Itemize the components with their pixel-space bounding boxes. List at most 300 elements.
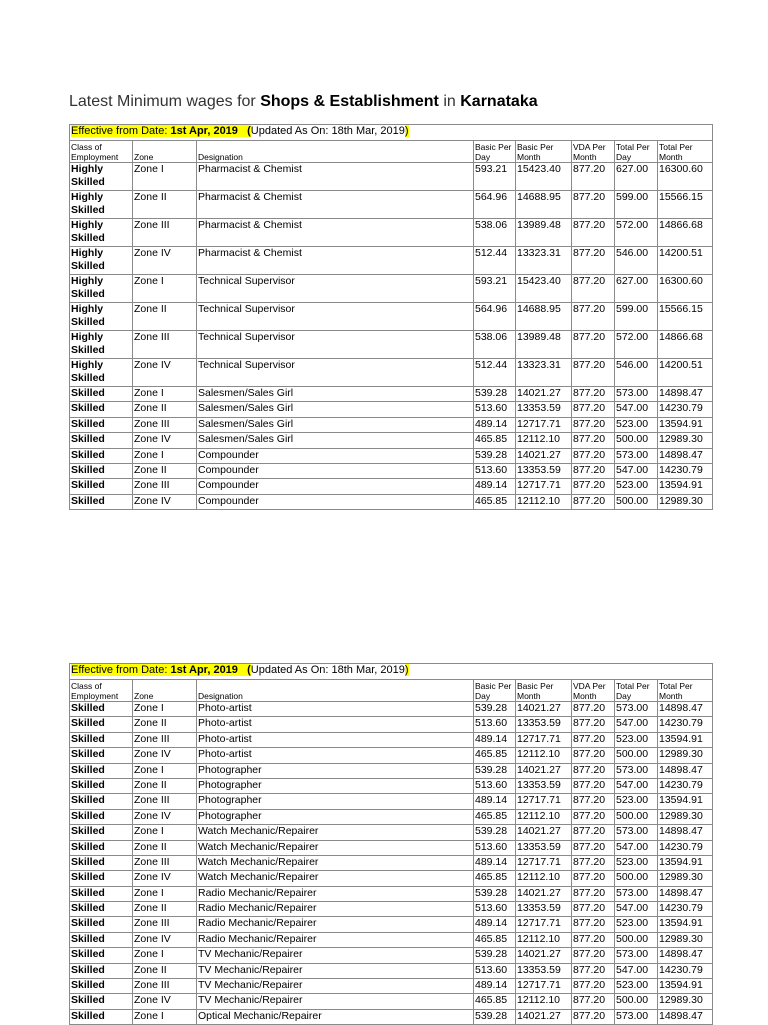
- basic-per-day-cell: 513.60: [474, 717, 516, 732]
- basic-per-day-cell: 465.85: [474, 809, 516, 824]
- vda-per-month-cell: 877.20: [572, 917, 615, 932]
- class-cell: Highly Skilled: [70, 219, 133, 247]
- designation-cell: Radio Mechanic/Repairer: [197, 886, 474, 901]
- class-cell: Skilled: [70, 917, 133, 932]
- class-cell: Skilled: [70, 932, 133, 947]
- class-cell: Skilled: [70, 1009, 133, 1024]
- column-header: Total Per Day: [615, 141, 658, 163]
- zone-cell: Zone III: [133, 917, 197, 932]
- designation-cell: Radio Mechanic/Repairer: [197, 902, 474, 917]
- class-cell: Skilled: [70, 494, 133, 509]
- vda-per-month-cell: 877.20: [572, 932, 615, 947]
- basic-per-day-cell: 593.21: [474, 275, 516, 303]
- total-per-day-cell: 500.00: [615, 433, 658, 448]
- vda-per-month-cell: 877.20: [572, 979, 615, 994]
- zone-cell: Zone I: [133, 763, 197, 778]
- class-cell: Highly Skilled: [70, 331, 133, 359]
- basic-per-day-cell: 539.28: [474, 702, 516, 717]
- class-cell: Skilled: [70, 963, 133, 978]
- zone-cell: Zone IV: [133, 809, 197, 824]
- basic-per-day-cell: 564.96: [474, 303, 516, 331]
- table-row: [70, 948, 713, 963]
- total-per-day-cell: 573.00: [615, 825, 658, 840]
- designation-cell: TV Mechanic/Repairer: [197, 963, 474, 978]
- total-per-day-cell: 547.00: [615, 717, 658, 732]
- zone-cell: Zone I: [133, 948, 197, 963]
- table-row: [70, 994, 713, 1009]
- class-cell: Skilled: [70, 732, 133, 747]
- class-cell: Skilled: [70, 994, 133, 1009]
- total-per-day-cell: 547.00: [615, 402, 658, 417]
- designation-cell: Salesmen/Sales Girl: [197, 433, 474, 448]
- vda-per-month-cell: 877.20: [572, 387, 615, 402]
- basic-per-month-cell: 14021.27: [516, 702, 572, 717]
- table-row: [70, 794, 713, 809]
- table-row: [70, 871, 713, 886]
- vda-per-month-cell: 877.20: [572, 871, 615, 886]
- page-title: [69, 93, 538, 111]
- total-per-day-cell: 547.00: [615, 778, 658, 793]
- column-header: Total Per Month: [658, 141, 713, 163]
- total-per-day-cell: 546.00: [615, 247, 658, 275]
- effective-date: 1st Apr, 2019: [170, 664, 238, 676]
- total-per-month-cell: 14898.47: [658, 948, 713, 963]
- table-row: [70, 275, 713, 303]
- vda-per-month-cell: 877.20: [572, 417, 615, 432]
- zone-cell: Zone IV: [133, 494, 197, 509]
- effective-label: Effective from Date:: [71, 125, 171, 137]
- basic-per-month-cell: 15423.40: [516, 163, 572, 191]
- column-header: VDA Per Month: [572, 141, 615, 163]
- designation-cell: Technical Supervisor: [197, 331, 474, 359]
- class-cell: Skilled: [70, 748, 133, 763]
- designation-cell: Watch Mechanic/Repairer: [197, 871, 474, 886]
- column-header: Basic Per Month: [516, 141, 572, 163]
- column-header: Zone: [133, 680, 197, 702]
- total-per-day-cell: 573.00: [615, 702, 658, 717]
- total-per-month-cell: 14898.47: [658, 448, 713, 463]
- basic-per-month-cell: 12717.71: [516, 917, 572, 932]
- vda-per-month-cell: 877.20: [572, 948, 615, 963]
- zone-cell: Zone IV: [133, 433, 197, 448]
- zone-cell: Zone II: [133, 463, 197, 478]
- total-per-month-cell: 14898.47: [658, 702, 713, 717]
- class-cell: Skilled: [70, 855, 133, 870]
- zone-cell: Zone II: [133, 963, 197, 978]
- class-cell: Skilled: [70, 809, 133, 824]
- class-cell: Skilled: [70, 402, 133, 417]
- zone-cell: Zone I: [133, 702, 197, 717]
- total-per-month-cell: 15566.15: [658, 303, 713, 331]
- designation-cell: Photo-artist: [197, 732, 474, 747]
- zone-cell: Zone II: [133, 840, 197, 855]
- total-per-month-cell: 14898.47: [658, 825, 713, 840]
- basic-per-day-cell: 539.28: [474, 825, 516, 840]
- total-per-month-cell: 13594.91: [658, 794, 713, 809]
- total-per-month-cell: 13594.91: [658, 917, 713, 932]
- basic-per-month-cell: 13989.48: [516, 219, 572, 247]
- class-cell: Skilled: [70, 717, 133, 732]
- zone-cell: Zone II: [133, 717, 197, 732]
- zone-cell: Zone III: [133, 979, 197, 994]
- designation-cell: Watch Mechanic/Repairer: [197, 840, 474, 855]
- class-cell: Skilled: [70, 387, 133, 402]
- column-header: Total Per Day: [615, 680, 658, 702]
- zone-cell: Zone IV: [133, 748, 197, 763]
- zone-cell: Zone III: [133, 732, 197, 747]
- vda-per-month-cell: 877.20: [572, 331, 615, 359]
- updated-close-paren: ): [404, 125, 409, 137]
- effective-date: 1st Apr, 2019: [170, 125, 238, 137]
- total-per-month-cell: 13594.91: [658, 855, 713, 870]
- designation-cell: Technical Supervisor: [197, 275, 474, 303]
- designation-cell: Radio Mechanic/Repairer: [197, 932, 474, 947]
- basic-per-day-cell: 512.44: [474, 359, 516, 387]
- class-cell: Skilled: [70, 433, 133, 448]
- vda-per-month-cell: 877.20: [572, 809, 615, 824]
- class-cell: Skilled: [70, 448, 133, 463]
- total-per-month-cell: 14866.68: [658, 219, 713, 247]
- designation-cell: Photographer: [197, 809, 474, 824]
- total-per-day-cell: 573.00: [615, 448, 658, 463]
- designation-cell: Pharmacist & Chemist: [197, 191, 474, 219]
- total-per-day-cell: 573.00: [615, 886, 658, 901]
- basic-per-day-cell: 539.28: [474, 448, 516, 463]
- table-row: [70, 748, 713, 763]
- vda-per-month-cell: 877.20: [572, 448, 615, 463]
- vda-per-month-cell: 877.20: [572, 994, 615, 1009]
- basic-per-month-cell: 12717.71: [516, 794, 572, 809]
- designation-cell: Salesmen/Sales Girl: [197, 417, 474, 432]
- total-per-day-cell: 547.00: [615, 902, 658, 917]
- zone-cell: Zone III: [133, 855, 197, 870]
- class-cell: Highly Skilled: [70, 163, 133, 191]
- total-per-month-cell: 14200.51: [658, 247, 713, 275]
- total-per-day-cell: 500.00: [615, 871, 658, 886]
- column-header: Class of Employment: [70, 141, 133, 163]
- vda-per-month-cell: 877.20: [572, 402, 615, 417]
- table-row: [70, 463, 713, 478]
- designation-cell: Watch Mechanic/Repairer: [197, 855, 474, 870]
- zone-cell: Zone I: [133, 886, 197, 901]
- basic-per-day-cell: 513.60: [474, 840, 516, 855]
- vda-per-month-cell: 877.20: [572, 359, 615, 387]
- basic-per-month-cell: 12112.10: [516, 994, 572, 1009]
- basic-per-month-cell: 13989.48: [516, 331, 572, 359]
- class-cell: Skilled: [70, 794, 133, 809]
- total-per-day-cell: 573.00: [615, 948, 658, 963]
- total-per-day-cell: 500.00: [615, 809, 658, 824]
- basic-per-month-cell: 12112.10: [516, 871, 572, 886]
- table-row: [70, 417, 713, 432]
- table-row: [70, 886, 713, 901]
- total-per-month-cell: 14866.68: [658, 331, 713, 359]
- total-per-month-cell: 16300.60: [658, 275, 713, 303]
- vda-per-month-cell: 877.20: [572, 778, 615, 793]
- basic-per-day-cell: 489.14: [474, 417, 516, 432]
- total-per-day-cell: 500.00: [615, 748, 658, 763]
- zone-cell: Zone IV: [133, 871, 197, 886]
- basic-per-month-cell: 12717.71: [516, 732, 572, 747]
- basic-per-month-cell: 14021.27: [516, 763, 572, 778]
- class-cell: Skilled: [70, 778, 133, 793]
- table-row: [70, 932, 713, 947]
- total-per-day-cell: 547.00: [615, 463, 658, 478]
- class-cell: Highly Skilled: [70, 247, 133, 275]
- total-per-day-cell: 627.00: [615, 163, 658, 191]
- basic-per-day-cell: 539.28: [474, 1009, 516, 1024]
- designation-cell: Compounder: [197, 448, 474, 463]
- vda-per-month-cell: 877.20: [572, 748, 615, 763]
- designation-cell: Compounder: [197, 479, 474, 494]
- updated-date: Updated As On: 18th Mar, 2019: [250, 664, 405, 676]
- zone-cell: Zone III: [133, 794, 197, 809]
- total-per-day-cell: 523.00: [615, 479, 658, 494]
- total-per-day-cell: 523.00: [615, 417, 658, 432]
- basic-per-month-cell: 13353.59: [516, 840, 572, 855]
- title-category: Shops & Establishment: [260, 93, 439, 110]
- table-row: [70, 359, 713, 387]
- designation-cell: Radio Mechanic/Repairer: [197, 917, 474, 932]
- effective-cell: [70, 664, 713, 680]
- basic-per-month-cell: 13353.59: [516, 402, 572, 417]
- basic-per-month-cell: 14021.27: [516, 1009, 572, 1024]
- vda-per-month-cell: 877.20: [572, 794, 615, 809]
- total-per-month-cell: 14230.79: [658, 717, 713, 732]
- vda-per-month-cell: 877.20: [572, 463, 615, 478]
- vda-per-month-cell: 877.20: [572, 303, 615, 331]
- table-row: [70, 1009, 713, 1024]
- designation-cell: Photographer: [197, 794, 474, 809]
- title-prefix: Latest Minimum wages for: [69, 93, 261, 110]
- basic-per-month-cell: 13323.31: [516, 359, 572, 387]
- total-per-day-cell: 500.00: [615, 994, 658, 1009]
- basic-per-day-cell: 539.28: [474, 763, 516, 778]
- class-cell: Skilled: [70, 463, 133, 478]
- basic-per-day-cell: 513.60: [474, 463, 516, 478]
- designation-cell: Technical Supervisor: [197, 303, 474, 331]
- total-per-month-cell: 14898.47: [658, 1009, 713, 1024]
- basic-per-day-cell: 489.14: [474, 479, 516, 494]
- basic-per-month-cell: 14021.27: [516, 886, 572, 901]
- basic-per-day-cell: 564.96: [474, 191, 516, 219]
- total-per-day-cell: 627.00: [615, 275, 658, 303]
- column-header: Class of Employment: [70, 680, 133, 702]
- basic-per-day-cell: 489.14: [474, 979, 516, 994]
- column-header: Total Per Month: [658, 680, 713, 702]
- zone-cell: Zone I: [133, 825, 197, 840]
- class-cell: Highly Skilled: [70, 275, 133, 303]
- total-per-month-cell: 13594.91: [658, 979, 713, 994]
- designation-cell: Salesmen/Sales Girl: [197, 402, 474, 417]
- total-per-day-cell: 500.00: [615, 494, 658, 509]
- basic-per-day-cell: 489.14: [474, 794, 516, 809]
- column-header: Zone: [133, 141, 197, 163]
- basic-per-day-cell: 513.60: [474, 402, 516, 417]
- basic-per-month-cell: 12717.71: [516, 417, 572, 432]
- vda-per-month-cell: 877.20: [572, 902, 615, 917]
- table-row: [70, 387, 713, 402]
- designation-cell: TV Mechanic/Repairer: [197, 979, 474, 994]
- table-row: [70, 963, 713, 978]
- zone-cell: Zone I: [133, 448, 197, 463]
- effective-row: [70, 664, 713, 680]
- basic-per-day-cell: 538.06: [474, 331, 516, 359]
- total-per-month-cell: 14898.47: [658, 886, 713, 901]
- table-row: [70, 163, 713, 191]
- designation-cell: Photo-artist: [197, 717, 474, 732]
- total-per-day-cell: 523.00: [615, 732, 658, 747]
- class-cell: Skilled: [70, 479, 133, 494]
- total-per-day-cell: 546.00: [615, 359, 658, 387]
- basic-per-day-cell: 512.44: [474, 247, 516, 275]
- zone-cell: Zone IV: [133, 932, 197, 947]
- vda-per-month-cell: 877.20: [572, 479, 615, 494]
- effective-cell: [70, 125, 713, 141]
- designation-cell: Pharmacist & Chemist: [197, 247, 474, 275]
- basic-per-month-cell: 14688.95: [516, 303, 572, 331]
- class-cell: Skilled: [70, 902, 133, 917]
- table-row: [70, 778, 713, 793]
- basic-per-month-cell: 13353.59: [516, 963, 572, 978]
- vda-per-month-cell: 877.20: [572, 247, 615, 275]
- total-per-day-cell: 572.00: [615, 219, 658, 247]
- table-row: [70, 717, 713, 732]
- column-header: Basic Per Day: [474, 141, 516, 163]
- vda-per-month-cell: 877.20: [572, 732, 615, 747]
- total-per-month-cell: 14230.79: [658, 402, 713, 417]
- class-cell: Skilled: [70, 871, 133, 886]
- total-per-month-cell: 14230.79: [658, 463, 713, 478]
- basic-per-month-cell: 12717.71: [516, 855, 572, 870]
- basic-per-day-cell: 465.85: [474, 932, 516, 947]
- designation-cell: Pharmacist & Chemist: [197, 219, 474, 247]
- table-row: [70, 331, 713, 359]
- total-per-month-cell: 14200.51: [658, 359, 713, 387]
- designation-cell: Photo-artist: [197, 702, 474, 717]
- basic-per-month-cell: 14021.27: [516, 387, 572, 402]
- vda-per-month-cell: 877.20: [572, 840, 615, 855]
- table-row: [70, 763, 713, 778]
- total-per-day-cell: 573.00: [615, 763, 658, 778]
- zone-cell: Zone II: [133, 303, 197, 331]
- basic-per-month-cell: 12112.10: [516, 932, 572, 947]
- basic-per-day-cell: 465.85: [474, 433, 516, 448]
- class-cell: Skilled: [70, 417, 133, 432]
- total-per-month-cell: 13594.91: [658, 732, 713, 747]
- zone-cell: Zone IV: [133, 247, 197, 275]
- basic-per-month-cell: 13353.59: [516, 717, 572, 732]
- basic-per-month-cell: 13353.59: [516, 778, 572, 793]
- basic-per-day-cell: 465.85: [474, 994, 516, 1009]
- table-row: [70, 840, 713, 855]
- designation-cell: Photo-artist: [197, 748, 474, 763]
- basic-per-month-cell: 12112.10: [516, 433, 572, 448]
- class-cell: Skilled: [70, 702, 133, 717]
- vda-per-month-cell: 877.20: [572, 825, 615, 840]
- total-per-day-cell: 547.00: [615, 963, 658, 978]
- class-cell: Skilled: [70, 886, 133, 901]
- total-per-day-cell: 523.00: [615, 855, 658, 870]
- vda-per-month-cell: 877.20: [572, 191, 615, 219]
- total-per-month-cell: 12989.30: [658, 494, 713, 509]
- updated-close-paren: ): [404, 664, 409, 676]
- basic-per-month-cell: 14021.27: [516, 825, 572, 840]
- class-cell: Highly Skilled: [70, 303, 133, 331]
- designation-cell: Compounder: [197, 463, 474, 478]
- designation-cell: Salesmen/Sales Girl: [197, 387, 474, 402]
- table-row: [70, 448, 713, 463]
- zone-cell: Zone III: [133, 417, 197, 432]
- vda-per-month-cell: 877.20: [572, 494, 615, 509]
- basic-per-month-cell: 12717.71: [516, 479, 572, 494]
- total-per-month-cell: 14898.47: [658, 763, 713, 778]
- basic-per-month-cell: 14021.27: [516, 948, 572, 963]
- basic-per-day-cell: 489.14: [474, 855, 516, 870]
- header-row: [70, 680, 713, 702]
- class-cell: Skilled: [70, 840, 133, 855]
- effective-row: [70, 125, 713, 141]
- updated-date: Updated As On: 18th Mar, 2019: [250, 125, 405, 137]
- title-state: Karnataka: [460, 93, 538, 110]
- vda-per-month-cell: 877.20: [572, 702, 615, 717]
- basic-per-month-cell: 13353.59: [516, 902, 572, 917]
- total-per-day-cell: 572.00: [615, 331, 658, 359]
- wage-table-2: [69, 663, 713, 1025]
- designation-cell: Technical Supervisor: [197, 359, 474, 387]
- designation-cell: Compounder: [197, 494, 474, 509]
- vda-per-month-cell: 877.20: [572, 963, 615, 978]
- total-per-day-cell: 523.00: [615, 794, 658, 809]
- vda-per-month-cell: 877.20: [572, 163, 615, 191]
- basic-per-day-cell: 539.28: [474, 387, 516, 402]
- zone-cell: Zone II: [133, 778, 197, 793]
- designation-cell: Pharmacist & Chemist: [197, 163, 474, 191]
- table-row: [70, 402, 713, 417]
- total-per-day-cell: 573.00: [615, 1009, 658, 1024]
- total-per-month-cell: 13594.91: [658, 417, 713, 432]
- basic-per-day-cell: 465.85: [474, 871, 516, 886]
- basic-per-day-cell: 465.85: [474, 748, 516, 763]
- zone-cell: Zone IV: [133, 994, 197, 1009]
- zone-cell: Zone III: [133, 331, 197, 359]
- basic-per-month-cell: 14021.27: [516, 448, 572, 463]
- total-per-day-cell: 523.00: [615, 917, 658, 932]
- table-row: [70, 732, 713, 747]
- total-per-month-cell: 12989.30: [658, 932, 713, 947]
- basic-per-day-cell: 539.28: [474, 948, 516, 963]
- basic-per-day-cell: 513.60: [474, 902, 516, 917]
- total-per-month-cell: 14230.79: [658, 840, 713, 855]
- basic-per-month-cell: 12112.10: [516, 494, 572, 509]
- wage-table-1: [69, 124, 713, 510]
- table-row: [70, 917, 713, 932]
- basic-per-month-cell: 15423.40: [516, 275, 572, 303]
- basic-per-month-cell: 14688.95: [516, 191, 572, 219]
- basic-per-day-cell: 539.28: [474, 886, 516, 901]
- basic-per-month-cell: 12112.10: [516, 809, 572, 824]
- zone-cell: Zone I: [133, 163, 197, 191]
- total-per-day-cell: 573.00: [615, 387, 658, 402]
- table-row: [70, 825, 713, 840]
- vda-per-month-cell: 877.20: [572, 1009, 615, 1024]
- table-row: [70, 494, 713, 509]
- total-per-month-cell: 14230.79: [658, 963, 713, 978]
- table-row: [70, 855, 713, 870]
- zone-cell: Zone I: [133, 1009, 197, 1024]
- column-header: Basic Per Day: [474, 680, 516, 702]
- table-row: [70, 219, 713, 247]
